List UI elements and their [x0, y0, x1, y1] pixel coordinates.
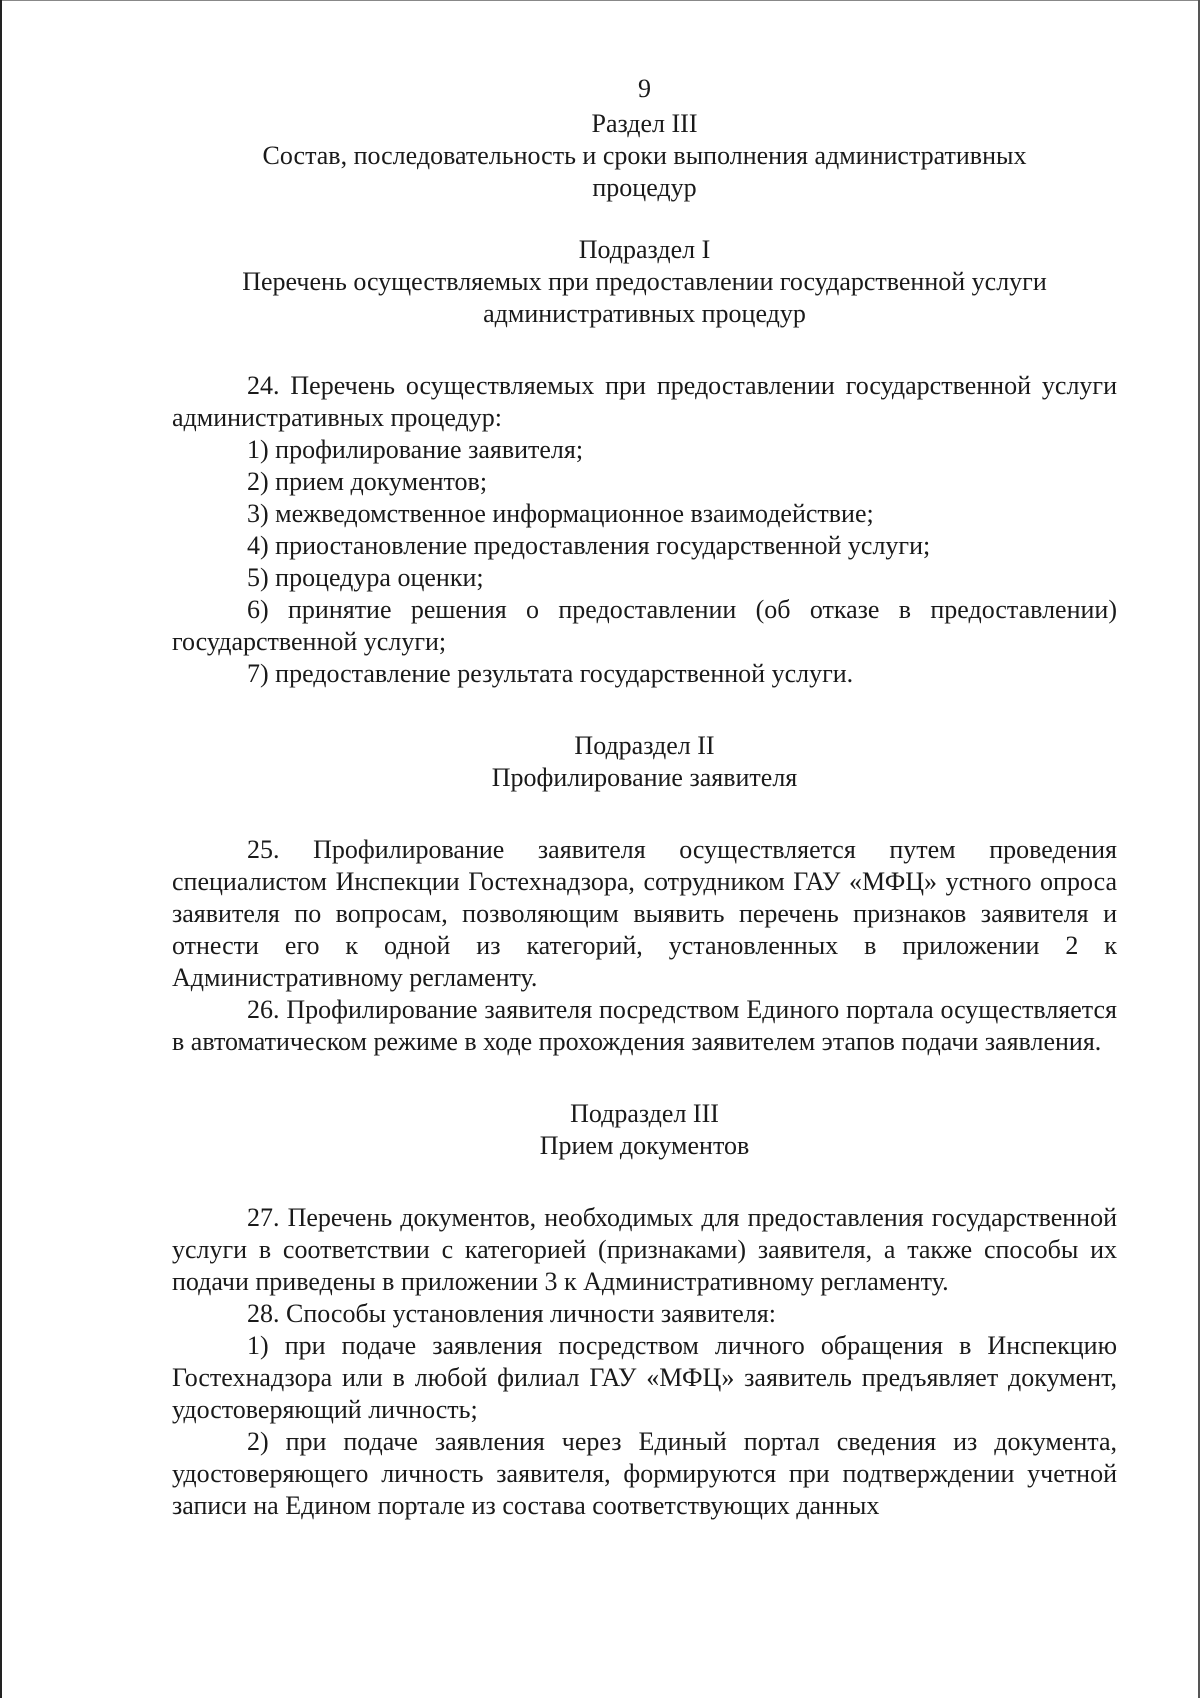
- page-number: 9: [638, 74, 651, 103]
- subsection3-heading: Подраздел III: [570, 1099, 719, 1128]
- subsection2-title: Профилирование заявителя: [491, 763, 798, 792]
- paragraph-28-1: 1) при подаче заявления посредством личного обращения в Инспекцию Гостехнадзора или в любой филиал ГАУ «МФЦ» заявитель предъявляет документ, удостоверяющий личность;: [172, 1331, 1117, 1424]
- subsection3-title: Прием документов: [539, 1131, 750, 1160]
- subsection2-heading: Подраздел II: [574, 731, 715, 760]
- paragraph-28: 28. Способы установления личности заявителя:: [247, 1299, 776, 1328]
- subsection1-title-line2: административных процедур: [483, 299, 806, 328]
- list-item-4: 4) приостановление предоставления государственной услуги;: [247, 531, 931, 560]
- paragraph-27: 27. Перечень документов, необходимых для предоставления государственной услуги в соответствии с категорией (признаками) заявителя, а также способы их подачи приведены в приложении 3 к Административному регламенту.: [172, 1203, 1117, 1296]
- section-heading: Раздел III: [591, 109, 698, 138]
- scan-edge-top: [0, 0, 1200, 1]
- scan-edge-left: [0, 0, 2, 1698]
- paragraph-25: 25. Профилирование заявителя осуществляется путем проведения специалистом Инспекции Гостехнадзора, сотрудником ГАУ «МФЦ» устного опроса заявителя по вопросам, позволяющим выявить перечень признаков заявителя и отнести его к одной из категорий, установленных в приложении 2 к Административному регламенту.: [172, 835, 1117, 992]
- list-item-3: 3) межведомственное информационное взаимодействие;: [247, 499, 874, 528]
- list-item-7: 7) предоставление результата государственной услуги.: [247, 659, 854, 688]
- list-item-1: 1) профилирование заявителя;: [247, 435, 584, 464]
- section-title-line1: Состав, последовательность и сроки выполнения административных: [262, 141, 1027, 170]
- subsection1-heading: Подраздел I: [578, 235, 711, 264]
- paragraph-28-2: 2) при подаче заявления через Единый портал сведения из документа, удостоверяющего личность заявителя, формируются при подтверждении учетной записи на Едином портале из состава соответствующих данных: [172, 1427, 1117, 1520]
- subsection1-title-line1: Перечень осуществляемых при предоставлении государственной услуги: [242, 267, 1047, 296]
- section-title-line2: процедур: [592, 173, 697, 202]
- list-item-2: 2) прием документов;: [247, 467, 488, 496]
- document-body: [172, 70, 1117, 1522]
- paragraph-24: 24. Перечень осуществляемых при предоставлении государственной услуги административных процедур:: [172, 371, 1117, 432]
- list-item-6: 6) принятие решения о предоставлении (об отказе в предоставлении) государственной услуги;: [172, 595, 1117, 656]
- list-item-5: 5) процедура оценки;: [247, 563, 484, 592]
- paragraph-26: 26. Профилирование заявителя посредством Единого портала осуществляется в автоматическом режиме в ходе прохождения заявителем этапов подачи заявления.: [172, 995, 1117, 1056]
